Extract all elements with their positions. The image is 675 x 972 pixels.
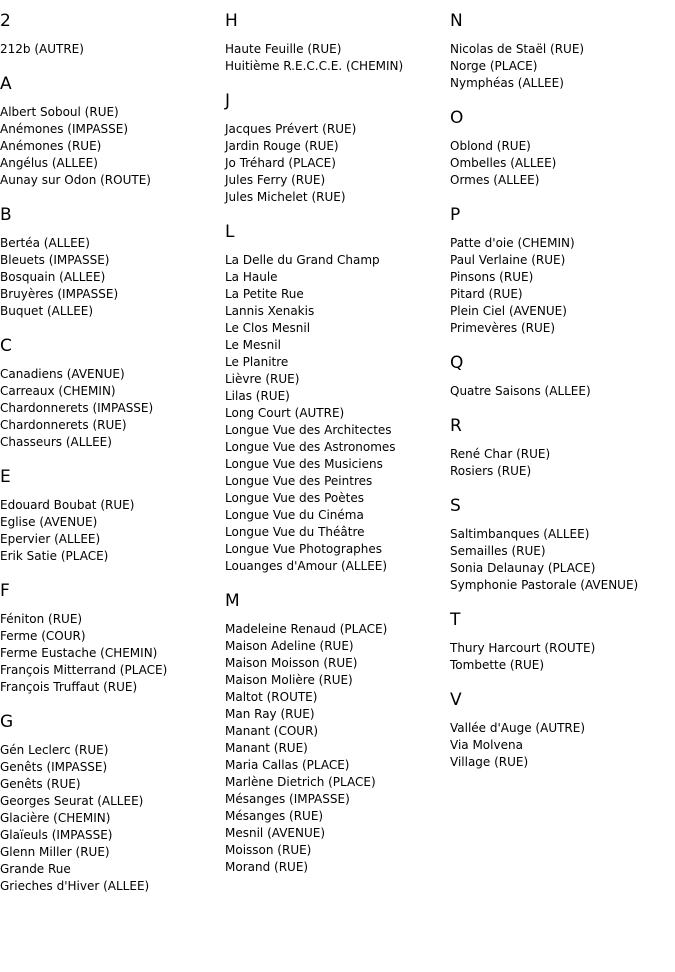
street-entry[interactable]: La Haule — [225, 270, 278, 284]
street-entry[interactable]: Ormes (ALLEE) — [450, 173, 540, 187]
section-letter-heading: B — [0, 205, 12, 225]
letter-section — [0, 73, 220, 189]
street-entry[interactable]: Chardonnerets (RUE) — [0, 418, 127, 432]
street-list — [450, 138, 675, 189]
street-list — [225, 41, 445, 75]
section-letter-heading: A — [0, 74, 12, 94]
street-entry[interactable]: Glaïeuls (IMPASSE) — [0, 828, 113, 842]
section-letter-heading: F — [0, 581, 10, 601]
letter-section — [225, 10, 445, 75]
street-entry[interactable]: Mésanges (RUE) — [225, 809, 324, 823]
street-entry[interactable]: Paul Verlaine (RUE) — [450, 253, 566, 267]
street-entry[interactable]: Madeleine Renaud (PLACE) — [225, 622, 388, 636]
street-entry[interactable]: Glacière (CHEMIN) — [0, 811, 111, 825]
street-entry[interactable]: Gén Leclerc (RUE) — [0, 743, 109, 757]
street-entry[interactable]: Patte d'oie (CHEMIN) — [450, 236, 575, 250]
section-letter-heading: E — [0, 467, 11, 487]
street-entry[interactable]: Louanges d'Amour (ALLEE) — [225, 559, 388, 573]
letter-section — [450, 495, 675, 594]
street-entry[interactable]: Genêts (RUE) — [0, 777, 81, 791]
street-list — [0, 742, 220, 895]
letter-section — [0, 335, 220, 451]
street-list — [450, 720, 675, 771]
street-entry[interactable]: Longue Vue des Astronomes — [225, 440, 396, 454]
street-entry[interactable]: Bleuets (IMPASSE) — [0, 253, 110, 267]
letter-section — [450, 609, 675, 674]
street-entry[interactable]: Jacques Prévert (RUE) — [225, 122, 357, 136]
street-entry[interactable]: Chardonnerets (IMPASSE) — [0, 401, 154, 415]
street-entry[interactable]: Huitième R.E.C.C.E. (CHEMIN) — [225, 59, 404, 73]
street-entry[interactable]: Longue Vue des Poètes — [225, 491, 364, 505]
letter-section — [0, 466, 220, 565]
street-entry[interactable]: 212b (AUTRE) — [0, 42, 84, 56]
street-entry[interactable]: Mésanges (IMPASSE) — [225, 792, 350, 806]
letter-section — [0, 711, 220, 895]
street-entry[interactable]: Jo Tréhard (PLACE) — [225, 156, 336, 170]
street-entry[interactable]: François Mitterrand (PLACE) — [0, 663, 168, 677]
section-letter-heading: N — [450, 11, 463, 31]
street-list — [450, 383, 675, 400]
street-entry[interactable]: Sonia Delaunay (PLACE) — [450, 561, 596, 575]
street-entry[interactable]: Le Mesnil — [225, 338, 281, 352]
street-entry[interactable]: Erik Satie (PLACE) — [0, 549, 109, 563]
street-entry[interactable]: René Char (RUE) — [450, 447, 551, 461]
street-list — [0, 41, 220, 58]
street-entry[interactable]: Longue Vue des Architectes — [225, 423, 392, 437]
street-entry[interactable]: Mesnil (AVENUE) — [225, 826, 326, 840]
section-letter-heading: P — [450, 205, 461, 225]
street-entry[interactable]: Angélus (ALLEE) — [0, 156, 98, 170]
letter-section — [450, 352, 675, 400]
section-letter-heading: M — [225, 591, 240, 611]
street-entry[interactable]: Village (RUE) — [450, 755, 529, 769]
section-letter-heading: G — [0, 712, 14, 732]
street-entry[interactable]: Anémones (RUE) — [0, 139, 102, 153]
street-entry[interactable]: Chasseurs (ALLEE) — [0, 435, 112, 449]
section-letter-heading: J — [225, 91, 231, 111]
street-list — [225, 121, 445, 206]
street-entry[interactable]: Aunay sur Odon (ROUTE) — [0, 173, 151, 187]
section-letter-heading: R — [450, 416, 462, 436]
street-entry[interactable]: Bruyères (IMPASSE) — [0, 287, 119, 301]
street-entry[interactable]: Epervier (ALLEE) — [0, 532, 101, 546]
section-letter-heading: H — [225, 11, 238, 31]
street-entry[interactable]: Norge (PLACE) — [450, 59, 538, 73]
section-letter-heading: S — [450, 496, 461, 516]
letter-section — [450, 689, 675, 771]
street-index-column-1 — [0, 10, 220, 910]
street-entry[interactable]: Jardin Rouge (RUE) — [225, 139, 339, 153]
street-entry[interactable]: Longue Vue des Musiciens — [225, 457, 383, 471]
street-entry[interactable]: Le Planitre — [225, 355, 289, 369]
letter-section — [0, 204, 220, 320]
street-entry[interactable]: François Truffaut (RUE) — [0, 680, 138, 694]
street-entry[interactable]: Lièvre (RUE) — [225, 372, 300, 386]
street-entry[interactable]: Thury Harcourt (ROUTE) — [450, 641, 596, 655]
section-letter-heading: Q — [450, 353, 464, 373]
street-entry[interactable]: Grande Rue — [0, 862, 71, 876]
street-entry[interactable]: Jules Michelet (RUE) — [225, 190, 346, 204]
street-entry[interactable]: Plein Ciel (AVENUE) — [450, 304, 567, 318]
section-letter-heading: 2 — [0, 11, 11, 31]
street-list — [0, 235, 220, 320]
street-entry[interactable]: Longue Vue du Cinéma — [225, 508, 364, 522]
street-entry[interactable]: Moisson (RUE) — [225, 843, 312, 857]
street-entry[interactable]: La Delle du Grand Champ — [225, 253, 380, 267]
street-list — [450, 640, 675, 674]
street-list — [450, 235, 675, 337]
letter-section — [0, 580, 220, 696]
street-list — [0, 611, 220, 696]
street-list — [0, 497, 220, 565]
street-entry[interactable]: Longue Vue Photographes — [225, 542, 383, 556]
street-entry[interactable]: Maison Molière (RUE) — [225, 673, 353, 687]
street-entry[interactable]: Edouard Boubat (RUE) — [0, 498, 135, 512]
street-entry[interactable]: Maison Moisson (RUE) — [225, 656, 358, 670]
street-entry[interactable]: La Petite Rue — [225, 287, 304, 301]
street-entry[interactable]: Féniton (RUE) — [0, 612, 83, 626]
street-entry[interactable]: Canadiens (AVENUE) — [0, 367, 125, 381]
street-entry[interactable]: Morand (RUE) — [225, 860, 309, 874]
street-entry[interactable]: Carreaux (CHEMIN) — [0, 384, 116, 398]
section-letter-heading: V — [450, 690, 462, 710]
street-entry[interactable]: Semailles (RUE) — [450, 544, 546, 558]
letter-section — [450, 204, 675, 337]
letter-section — [0, 10, 220, 58]
street-entry[interactable]: Genêts (IMPASSE) — [0, 760, 108, 774]
street-entry[interactable]: Maison Adeline (RUE) — [225, 639, 354, 653]
street-entry[interactable]: Bosquain (ALLEE) — [0, 270, 106, 284]
street-entry[interactable]: Marlène Dietrich (PLACE) — [225, 775, 376, 789]
street-list — [225, 252, 445, 575]
street-entry[interactable]: Tombette (RUE) — [450, 658, 544, 672]
street-entry[interactable]: Lannis Xenakis — [225, 304, 315, 318]
street-entry[interactable]: Primevères (RUE) — [450, 321, 556, 335]
street-list — [0, 104, 220, 189]
street-list — [225, 621, 445, 876]
street-entry[interactable]: Oblond (RUE) — [450, 139, 531, 153]
street-entry[interactable]: Nicolas de Staël (RUE) — [450, 42, 585, 56]
letter-section — [225, 90, 445, 206]
street-entry[interactable]: Longue Vue des Peintres — [225, 474, 373, 488]
street-entry[interactable]: Georges Seurat (ALLEE) — [0, 794, 144, 808]
street-entry[interactable]: Albert Soboul (RUE) — [0, 105, 119, 119]
street-entry[interactable]: Rosiers (RUE) — [450, 464, 532, 478]
street-entry[interactable]: Eglise (AVENUE) — [0, 515, 98, 529]
street-entry[interactable]: Quatre Saisons (ALLEE) — [450, 384, 591, 398]
street-entry[interactable]: Maltot (ROUTE) — [225, 690, 318, 704]
street-index-column-3 — [450, 10, 675, 786]
street-entry[interactable]: Jules Ferry (RUE) — [225, 173, 326, 187]
street-list — [450, 446, 675, 480]
street-entry[interactable]: Buquet (ALLEE) — [0, 304, 94, 318]
street-entry[interactable]: Saltimbanques (ALLEE) — [450, 527, 590, 541]
street-entry[interactable]: Man Ray (RUE) — [225, 707, 315, 721]
street-entry[interactable]: Glenn Miller (RUE) — [0, 845, 110, 859]
street-index-column-2 — [225, 10, 445, 891]
letter-section — [450, 415, 675, 480]
street-entry[interactable]: Ombelles (ALLEE) — [450, 156, 557, 170]
section-letter-heading: T — [450, 610, 461, 630]
street-entry[interactable]: Manant (COUR) — [225, 724, 319, 738]
street-list — [450, 41, 675, 92]
street-entry[interactable]: Ferme Eustache (CHEMIN) — [0, 646, 158, 660]
street-entry[interactable]: Longue Vue du Théâtre — [225, 525, 365, 539]
letter-section — [450, 107, 675, 189]
street-entry[interactable]: Maria Callas (PLACE) — [225, 758, 350, 772]
section-letter-heading: O — [450, 108, 464, 128]
street-entry[interactable]: Manant (RUE) — [225, 741, 308, 755]
street-entry[interactable]: Symphonie Pastorale (AVENUE) — [450, 578, 639, 592]
letter-section — [450, 10, 675, 92]
street-entry[interactable]: Grieches d'Hiver (ALLEE) — [0, 879, 150, 893]
street-list — [0, 366, 220, 451]
letter-section — [225, 590, 445, 876]
street-entry[interactable]: Pinsons (RUE) — [450, 270, 534, 284]
street-entry[interactable]: Anémones (IMPASSE) — [0, 122, 129, 136]
letter-section — [225, 221, 445, 575]
section-letter-heading: L — [225, 222, 235, 242]
section-letter-heading: C — [0, 336, 12, 356]
street-entry[interactable]: Pitard (RUE) — [450, 287, 523, 301]
street-entry[interactable]: Ferme (COUR) — [0, 629, 86, 643]
street-entry[interactable]: Via Molvena — [450, 738, 523, 752]
street-entry[interactable]: Nymphéas (ALLEE) — [450, 76, 564, 90]
street-entry[interactable]: Long Court (AUTRE) — [225, 406, 345, 420]
street-entry[interactable]: Vallée d'Auge (AUTRE) — [450, 721, 586, 735]
street-entry[interactable]: Lilas (RUE) — [225, 389, 290, 403]
street-entry[interactable]: Bertéa (ALLEE) — [0, 236, 90, 250]
street-entry[interactable]: Haute Feuille (RUE) — [225, 42, 342, 56]
street-list — [450, 526, 675, 594]
street-entry[interactable]: Le Clos Mesnil — [225, 321, 311, 335]
